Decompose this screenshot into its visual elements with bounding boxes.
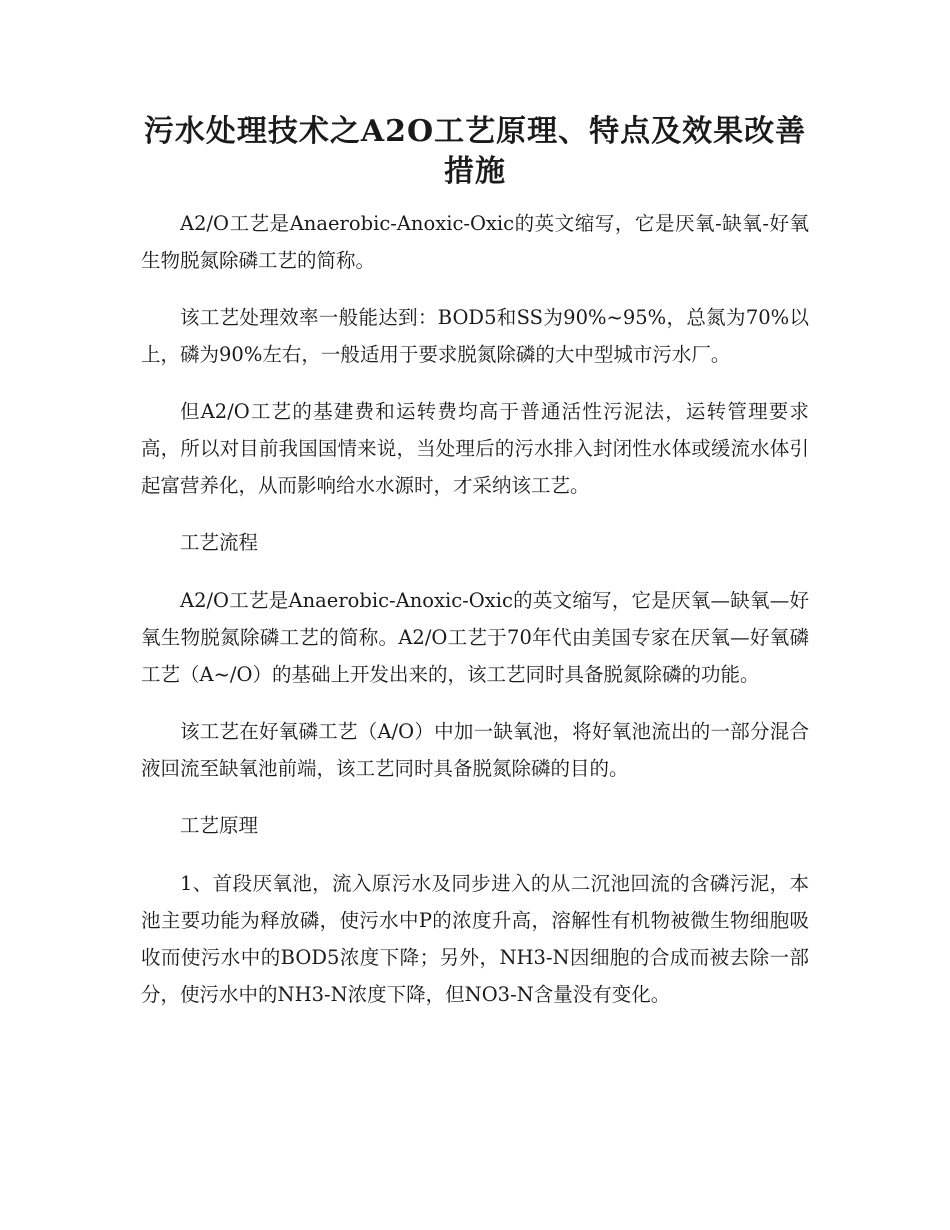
- paragraph-cost: 但A2/O工艺的基建费和运转费均高于普通活性污泥法，运转管理要求高，所以对目前我国国情来说，当处理后的污水排入封闭性水体或缓流水体引起富营养化，从而影响给水水源时，才采纳该工艺。: [141, 400, 809, 497]
- section-heading-process-principle: 工艺原理: [180, 814, 259, 837]
- document-title: 污水处理技术之A2O工艺原理、特点及效果改善措施: [143, 114, 807, 189]
- paragraph-efficiency: 该工艺处理效率一般能达到：BOD5和SS为90%~95%，总氮为70%以上，磷为90%左右，一般适用于要求脱氮除磷的大中型城市污水厂。: [141, 306, 809, 366]
- document-body: [141, 205, 809, 1033]
- paragraph-anoxic-tank: 该工艺在好氧磷工艺（A/O）中加一缺氧池，将好氧池流出的一部分混合液回流至缺氧池前端，该工艺同时具备脱氮除磷的目的。: [141, 720, 809, 780]
- paragraph-process-origin: A2/O工艺是Anaerobic-Anoxic-Oxic的英文缩写，它是厌氧—缺氧—好氧生物脱氮除磷工艺的简称。A2/O工艺于70年代由美国专家在厌氧—好氧磷工艺（A~/O）的基础上开发出来的，该工艺同时具备脱氮除磷的功能。: [141, 589, 809, 686]
- section-heading-process-flow: 工艺流程: [180, 531, 259, 554]
- paragraph-intro: A2/O工艺是Anaerobic-Anoxic-Oxic的英文缩写，它是厌氧-缺氧-好氧生物脱氮除磷工艺的简称。: [141, 212, 809, 272]
- paragraph-anaerobic-stage: 1、首段厌氧池，流入原污水及同步进入的从二沉池回流的含磷污泥，本池主要功能为释放磷，使污水中P的浓度升高，溶解性有机物被微生物细胞吸收而使污水中的BOD5浓度下降；另外，NH3-N因细胞的合成而被去除一部分，使污水中的NH3-N浓度下降，但NO3-N含量没有变化。: [141, 872, 809, 1006]
